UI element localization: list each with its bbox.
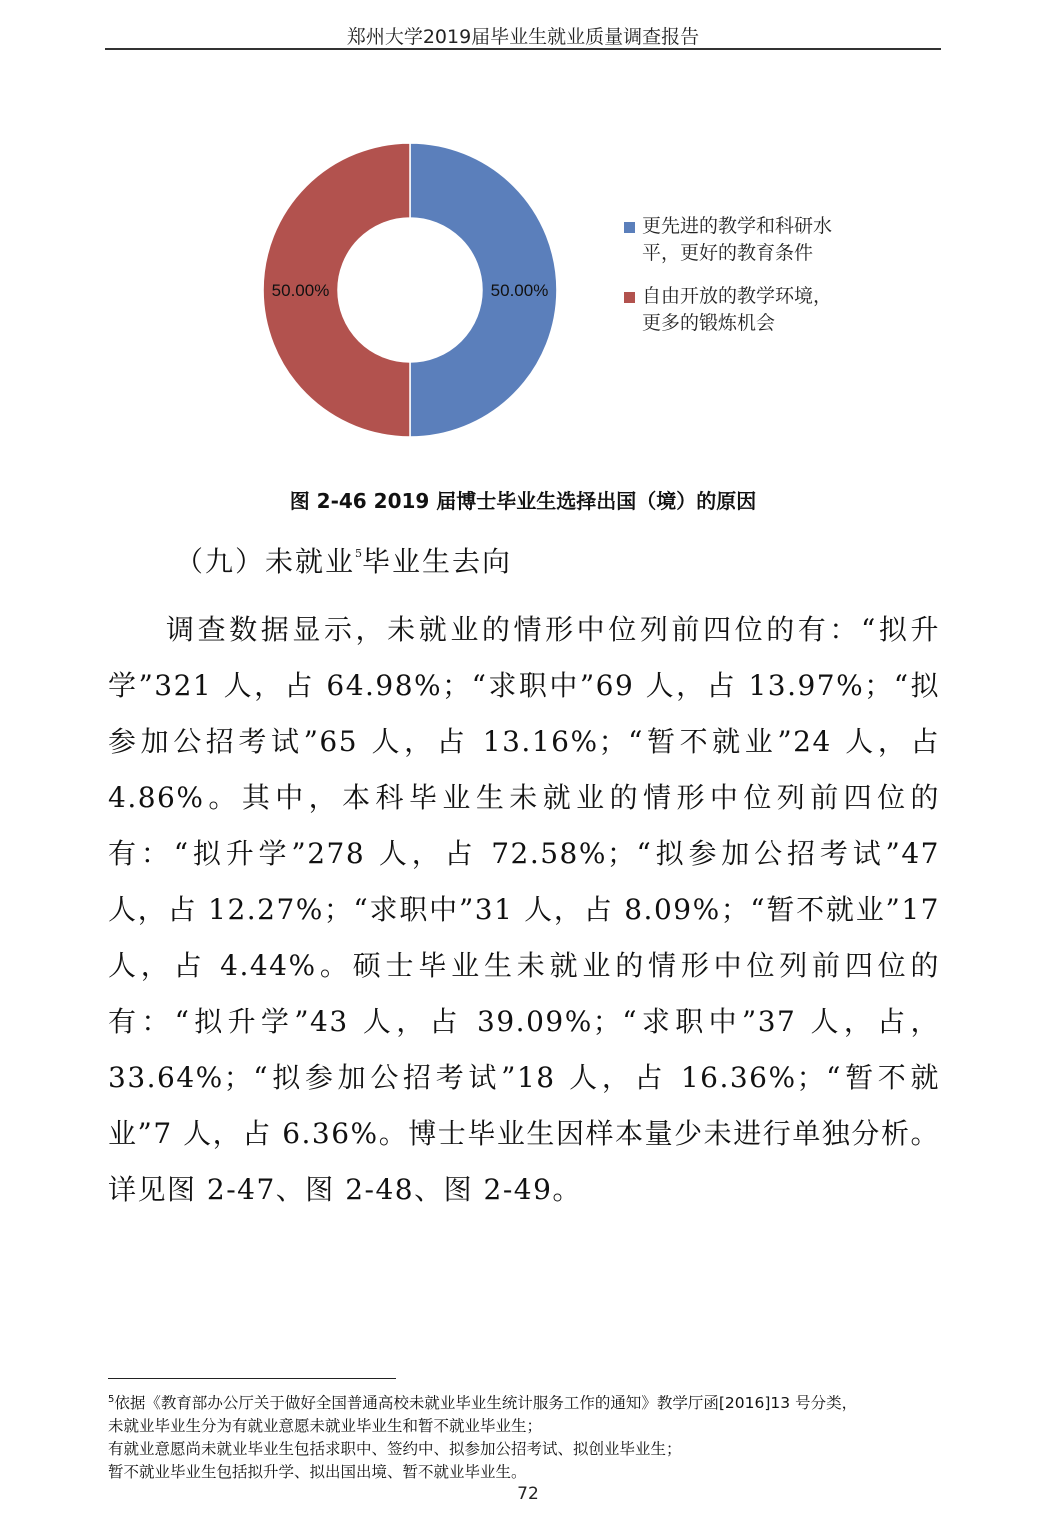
donut-data-label-0: 50.00% <box>490 281 549 300</box>
chart-legend <box>622 213 852 353</box>
footnote-line-1-text: 依据《教育部办公厅关于做好全国普通高校未就业毕业生统计服务工作的通知》教学厅函[2016]13 号分类， <box>114 1394 858 1413</box>
page-header: 郑州大学2019届毕业生就业质量调查报告 <box>346 26 700 48</box>
figure-caption: 图 2-46 2019 届博士毕业生选择出国（境）的原因 <box>289 489 757 513</box>
footnote-line-3: 有就业意愿尚未就业毕业生包括求职中、签约中、拟参加公招考试、拟创业毕业生； <box>108 1440 682 1459</box>
footnote-line-1 <box>108 1388 948 1415</box>
donut-chart <box>250 135 833 445</box>
footnote-ref: 5 <box>355 547 363 560</box>
header-divider <box>105 48 941 50</box>
legend-label-1-line-1: 更多的锻炼机会 <box>642 312 776 334</box>
legend-label-0-line-1: 平，更好的教育条件 <box>642 242 814 264</box>
donut-chart-svg <box>250 135 580 445</box>
section-heading-text: （九）未就业 <box>175 545 356 578</box>
page-number: 72 <box>517 1484 539 1504</box>
legend-swatch-0 <box>624 222 635 233</box>
legend-item-1 <box>622 283 852 337</box>
footnote-line-2: 未就业毕业生分为有就业意愿未就业毕业生和暂不就业毕业生； <box>108 1417 543 1436</box>
footnote <box>108 1388 948 1484</box>
footnote-number: 5 <box>108 1394 115 1405</box>
legend-swatch-1 <box>624 292 635 303</box>
legend-label-1-line-0: 自由开放的教学环境， <box>642 285 833 307</box>
section-heading <box>175 540 512 580</box>
donut-data-label-1: 50.00% <box>271 281 330 300</box>
legend-item-0 <box>622 213 852 267</box>
body-paragraph: 调查数据显示，未就业的情形中位列前四位的有：“拟升学”321 人，占 64.98%；“求职中”69 人，占 13.97%；“拟参加公招考试”65 人，占 13.16%；“暂不就业”24 人，占 4.86%。其中，本科毕业生未就业的情形中位列前四位的有：“拟升学”278 人，占 72.58%；“拟参加公招考试”47 人，占 12.27%；“求职中”31 人，占 8.09%；“暂不就业”17 人，占 4.44%。硕士毕业生未就业的情形中位列前四位的有：“拟升学”43 人，占 39.09%；“求职中”37 人，占，33.64%；“拟参加公招考试”18 人，占 16.36%；“暂不就业”7 人，占 6.36%。博士毕业生因样本量少未进行单独分析。详见图 2-47、图 2-48、图 2-49。 <box>108 613 940 1206</box>
section-heading-tail: 毕业生去向 <box>362 545 513 578</box>
footnote-divider <box>108 1378 396 1379</box>
legend-label-0-line-0: 更先进的教学和科研水 <box>642 215 833 237</box>
footnote-line-4: 暂不就业毕业生包括拟升学、拟出国出境、暂不就业毕业生。 <box>108 1463 527 1482</box>
